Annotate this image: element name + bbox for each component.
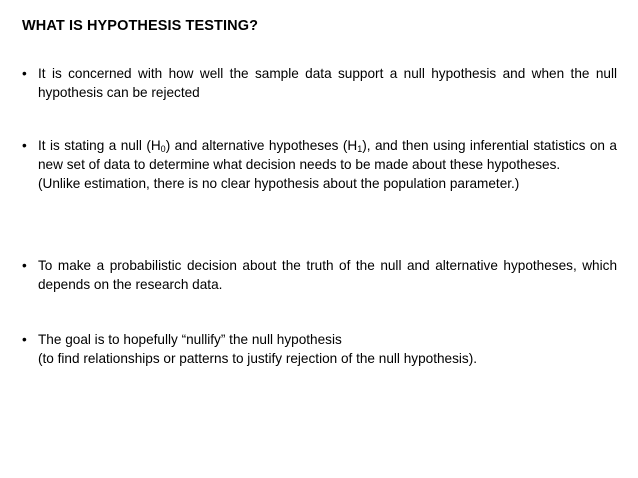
bullet-line: The goal is to hopefully “nullify” the null hypothesis [38,332,342,347]
bullet-text: It is concerned with how well the sample data support a null hypothesis and when the null hypothesis can be rejected [38,66,617,100]
bullet-dot: • [22,138,27,153]
slide-title: WHAT IS HYPOTHESIS TESTING? [22,18,259,34]
bullet-item [22,256,617,294]
subscript-zero: 0 [160,144,166,154]
bullet-text: To make a probabilistic decision about the truth of the null and alternative hypotheses, which depends on the research data. [38,258,617,292]
bullet-text [38,330,617,368]
bullet-item [22,64,617,102]
bullet-dot: • [22,66,27,81]
subscript-one: 1 [357,144,363,154]
bullet-text [38,136,617,193]
bullet-dot: • [22,332,27,347]
bullet-line: (to find relationships or patterns to justify rejection of the null hypothesis). [38,351,478,366]
bullet-item [22,330,617,368]
bullet-note: (Unlike estimation, there is no clear hypothesis about the population parameter.) [38,176,520,191]
bullet-item [22,136,617,193]
bullet-main-text: It is stating a null $(H_0)$ and alternative hypotheses $(H_1)$, and then using inferential statistics on a new set of data to determine what decision needs to be made about these hypotheses. [38,138,617,172]
bullet-dot: • [22,258,27,273]
